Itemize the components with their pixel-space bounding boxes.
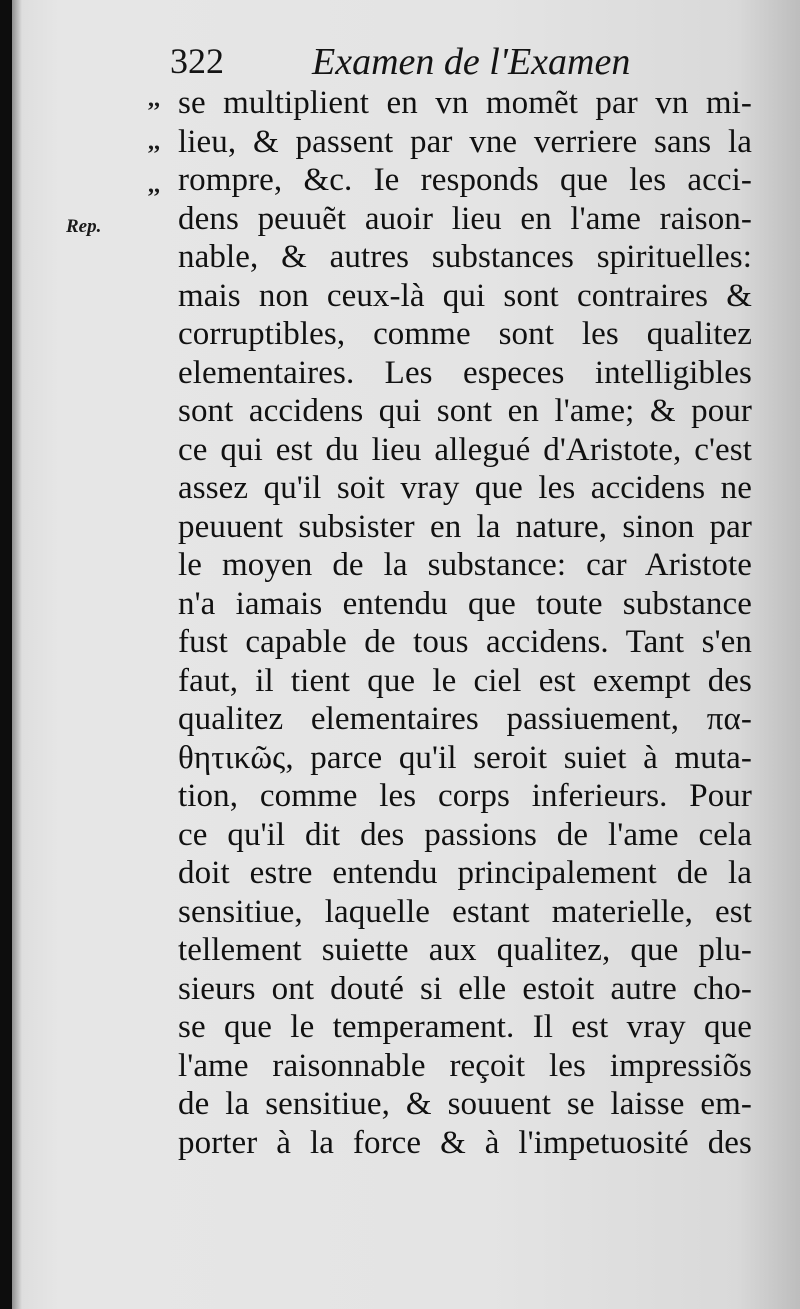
text-line: lieu, & passent par vne verriere sans la (178, 123, 752, 160)
text-line: se que le temperament. Il est vray que (178, 1009, 752, 1045)
text-line: elementaires. Les especes intelligibles (178, 354, 752, 391)
text-line: ce qui est du lieu allegué d'Aristote, c'est (178, 431, 752, 468)
text-line: peuuent subsister en la nature, sinon par (178, 508, 752, 545)
text-line: nable, & autres substances spirituelles: (178, 239, 752, 275)
text-line: le moyen de la substance: car Aristote (178, 547, 752, 583)
text-line: l'ame raisonnable reçoit les impressiõs (178, 1047, 752, 1084)
text-line: rompre, &c. Ie responds que les acci- (178, 162, 752, 198)
quote-mark: ,, (148, 172, 160, 198)
text-line: porter à la force & à l'impetuosité des (178, 1124, 752, 1161)
text-line: sont accidens qui sont en l'ame; & pour (178, 393, 752, 429)
running-head: Examen de l'Examen (312, 41, 631, 83)
text-line: fust capable de tous accidens. Tant s'en (178, 624, 752, 660)
text-line: tellement suiette aux qualitez, que plu- (178, 932, 752, 968)
text-line: dens peuuẽt auoir lieu en l'ame raison- (178, 200, 752, 237)
text-line: θητικῶς, parce qu'il seroit suiet à muta- (178, 739, 752, 776)
quote-mark: ,, (148, 86, 160, 112)
text-line: sensitiue, laquelle estant materielle, est (178, 893, 752, 930)
quote-mark: ,, (148, 129, 160, 155)
text-line: ce qu'il dit des passions de l'ame cela (178, 816, 752, 853)
text-line: doit estre entendu principalement de la (178, 855, 752, 891)
text-line: qualitez elementaires passiuement, πα- (178, 701, 752, 737)
page-header (170, 40, 750, 88)
text-line: tion, comme les corps inferieurs. Pour (178, 778, 752, 814)
text-line: n'a iamais entendu que toute substance (178, 585, 752, 622)
text-line: faut, il tient que le ciel est exempt des (178, 662, 752, 699)
text-line: sieurs ont douté si elle estoit autre cho- (178, 970, 752, 1007)
gutter-shadow (12, 0, 22, 1309)
text-line: assez qu'il soit vray que les accidens ne (178, 470, 752, 506)
page-number: 322 (170, 41, 224, 81)
text-line: corruptibles, comme sont les qualitez (178, 316, 752, 352)
body-text (178, 84, 752, 1162)
margin-note: Rep. (66, 216, 102, 237)
text-line: de la sensitiue, & souuent se laisse em- (178, 1086, 752, 1122)
text-line: se multiplient en vn momẽt par vn mi- (178, 85, 752, 121)
text-line: mais non ceux-là qui sont contraires & (178, 277, 752, 314)
